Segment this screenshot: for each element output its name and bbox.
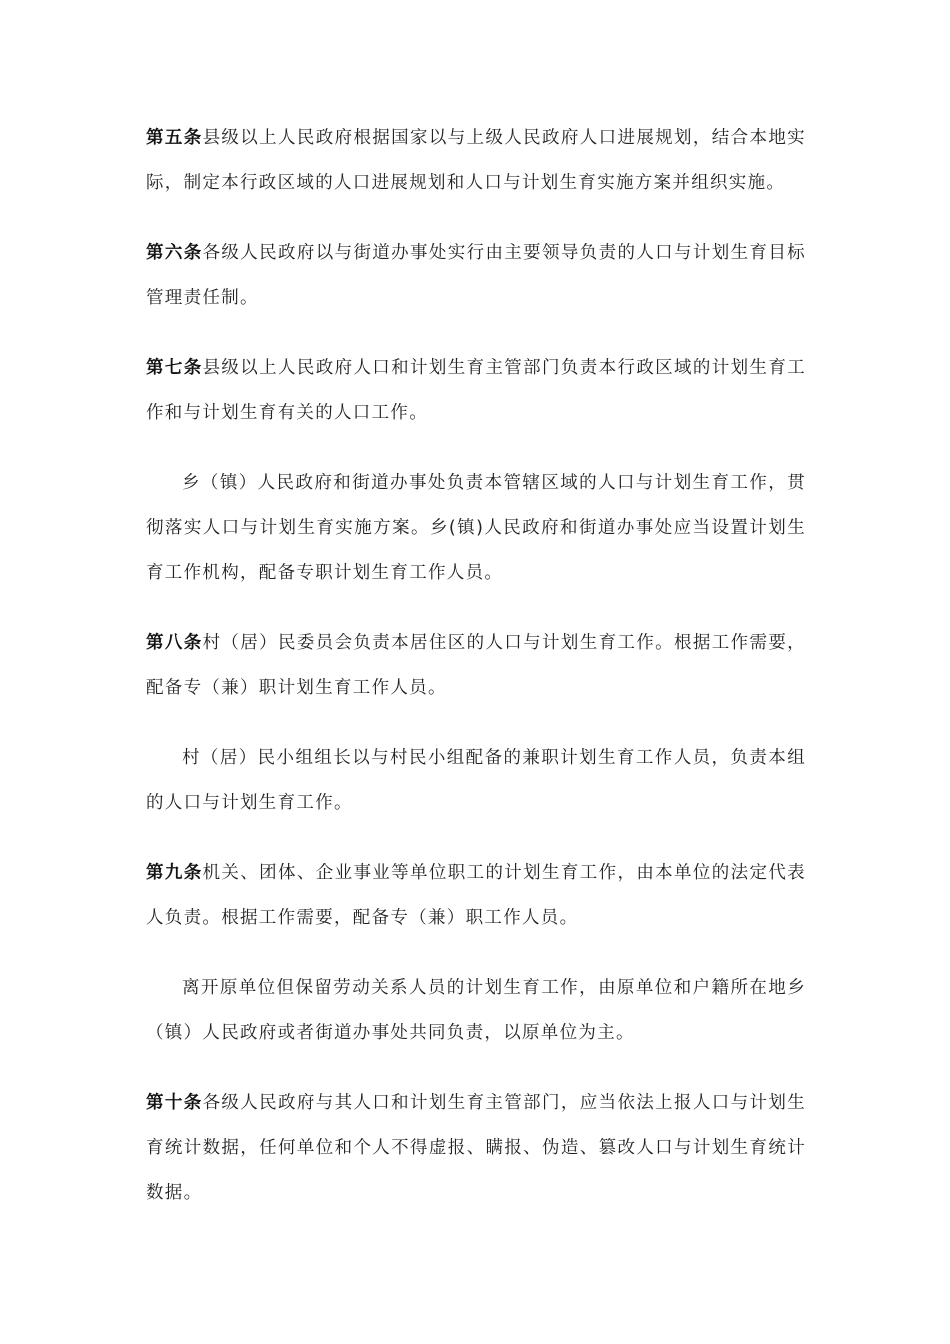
article-number: 第九条 [146,863,203,883]
article-number: 第七条 [146,358,203,378]
article-text: 各级人民政府与其人口和计划生育主管部门，应当依法上报人口与计划生育统计数据，任何单位和个人不得虚报、瞒报、伪造、篡改人口与计划生育统计数据。 [146,1093,806,1203]
document-body [146,116,806,1241]
article-text: 县级以上人民政府人口和计划生育主管部门负责本行政区域的计划生育工作和与计划生育有关的人口工作。 [146,358,806,423]
article-8-paragraph-2: 村（居）民小组组长以与村民小组配备的兼职计划生育工作人员，负责本组的人口与计划生育工作。 [146,748,806,813]
article-9-paragraph-2: 离开原单位但保留劳动关系人员的计划生育工作，由原单位和户籍所在地乡（镇）人民政府或者街道办事处共同负责，以原单位为主。 [146,978,806,1043]
article-8 [146,621,806,711]
article-text: 村（居）民委员会负责本居住区的人口与计划生育工作。根据工作需要，配备专（兼）职计划生育工作人员。 [146,633,806,698]
article-number: 第六条 [146,243,203,263]
article-number: 第十条 [146,1093,203,1113]
article-10 [146,1081,806,1216]
article-text: 各级人民政府以与街道办事处实行由主要领导负责的人口与计划生育目标管理责任制。 [146,243,806,308]
article-7 [146,346,806,436]
article-6 [146,231,806,321]
article-9 [146,851,806,941]
article-text: 机关、团体、企业事业等单位职工的计划生育工作，由本单位的法定代表人负责。根据工作需要，配备专（兼）职工作人员。 [146,863,806,928]
article-5 [146,116,806,206]
article-7-paragraph-2: 乡（镇）人民政府和街道办事处负责本管辖区域的人口与计划生育工作，贯彻落实人口与计划生育实施方案。乡(镇)人民政府和街道办事处应当设置计划生育工作机构，配备专职计划生育工作人员。 [146,473,806,583]
article-number: 第五条 [146,128,203,148]
article-number: 第八条 [146,633,203,653]
article-text: 县级以上人民政府根据国家以与上级人民政府人口进展规划，结合本地实际，制定本行政区域的人口进展规划和人口与计划生育实施方案并组织实施。 [146,128,806,193]
